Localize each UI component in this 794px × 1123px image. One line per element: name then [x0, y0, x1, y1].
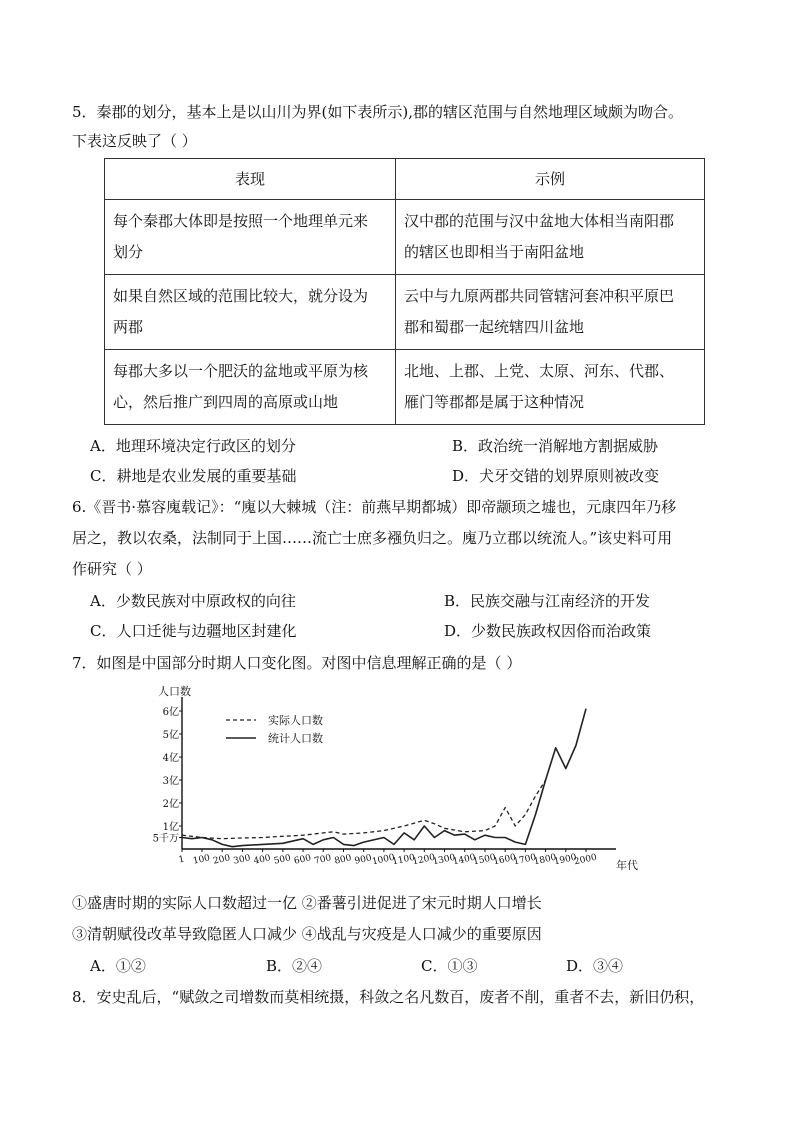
table-row: [105, 275, 705, 350]
x-tick-label: 300: [232, 853, 252, 867]
cell-text: 汉中郡的范围与汉中盆地大体相当南阳郡: [404, 212, 675, 230]
x-tick-label: 1900: [553, 852, 578, 868]
x-axis-label: 年代: [616, 859, 638, 872]
q6-option-b[interactable]: B．民族交融与江南经济的开发: [444, 592, 651, 610]
table-row: [105, 200, 705, 275]
y-tick-label: 1亿: [162, 822, 179, 833]
cell-text: 郡和蜀郡一起统辖四川盆地: [404, 318, 585, 336]
q5-table: [104, 158, 705, 425]
table-cell: [396, 275, 705, 350]
legend-label: 实际人口数: [268, 714, 323, 727]
q5-option-b[interactable]: B．政治统一消解地方割据威胁: [452, 437, 659, 455]
x-tick-label: 1100: [391, 852, 416, 868]
population-chart: [146, 683, 646, 875]
x-tick-label: 1500: [472, 852, 497, 868]
x-tick-label: 600: [293, 853, 313, 867]
q7-statements-line-2: ③清朝赋役改革导致隐匿人口减少 ④战乱与灾疫是人口减少的重要原因: [72, 925, 542, 943]
q8-stem-line-1: 8．安史乱后，“赋敛之司增数而莫相统摄，科敛之名凡数百，废者不削，重者不去，新旧仍积，: [72, 988, 705, 1006]
table-header-cell: 表现: [105, 159, 396, 200]
q6-option-d[interactable]: D．少数民族政权因俗而治政策: [444, 622, 652, 640]
x-tick-label: 1800: [532, 852, 558, 868]
y-axis-label: 人口数: [158, 685, 191, 698]
q5-option-a[interactable]: A．地理环境决定行政区的划分: [90, 437, 296, 455]
x-tick-label: 1300: [431, 852, 457, 868]
legend-label: 统计人口数: [268, 732, 323, 745]
y-tick-label: 4亿: [162, 753, 179, 764]
x-tick-label: 1000: [371, 852, 396, 868]
cell-text: 每郡大多以一个肥沃的盆地或平原为核: [113, 362, 369, 380]
q7-stem: 7．如图是中国部分时期人口变化图。对图中信息理解正确的是（ ）: [72, 654, 522, 672]
x-tick-label: 1400: [452, 852, 477, 868]
cell-text: 北地、上郡、上党、太原、河东、代郡、: [404, 362, 675, 380]
x-tick-label: 1200: [411, 852, 437, 868]
x-tick-label: 1700: [512, 852, 538, 868]
table-cell: [105, 275, 396, 350]
cell-text: 雁门等郡都是属于这种情况: [404, 393, 585, 411]
q7-option-b[interactable]: B．②④: [266, 957, 323, 975]
table-cell: [396, 350, 705, 425]
cell-text: 的辖区也即相当于南阳盆地: [404, 243, 585, 261]
q6-option-a[interactable]: A．少数民族对中原政权的向往: [90, 592, 296, 610]
series-line-statistical: [182, 709, 586, 847]
x-tick-label: 400: [252, 853, 272, 867]
q6-stem-line-1: 6.《晋书·慕容廆载记》：“廆以大棘城（注：前燕早期都城）即帝颛顼之墟也，元康四年乃移: [72, 498, 677, 516]
x-tick-label: 800: [333, 853, 353, 867]
table-cell: [396, 200, 705, 275]
y-tick-label: 5千万: [152, 833, 179, 845]
x-tick-label: 100: [192, 853, 212, 867]
q5-stem-line-2: 下表这反映了（ ）: [72, 132, 197, 150]
x-tick-label: 200: [212, 853, 232, 867]
y-tick-label: 2亿: [162, 799, 179, 810]
x-tick-label: 1600: [492, 852, 517, 868]
q7-option-d[interactable]: D．③④: [566, 957, 624, 975]
y-tick-label: 5亿: [162, 730, 179, 741]
q6-option-c[interactable]: C．人口迁徙与边疆地区封建化: [90, 622, 297, 640]
x-tick-label: 700: [313, 853, 333, 867]
q7-statements-line-1: ①盛唐时期的实际人口数超过一亿 ②番薯引进促进了宋元时期人口增长: [72, 894, 542, 912]
table-header-row: [105, 159, 705, 200]
series-line-actual: [182, 780, 546, 839]
x-tick-label: 2000: [573, 852, 598, 868]
q6-stem-line-3: 作研究（ ）: [72, 560, 152, 578]
cell-text: 每个秦郡大体即是按照一个地理单元来: [113, 212, 369, 230]
q5-option-d[interactable]: D．犬牙交错的划界原则被改变: [452, 467, 660, 485]
q7-option-a[interactable]: A．①②: [90, 957, 146, 975]
q5-option-c[interactable]: C．耕地是农业发展的重要基础: [90, 467, 297, 485]
cell-text: 两郡: [113, 318, 144, 336]
cell-text: 心，然后推广到四周的高原或山地: [113, 393, 339, 411]
table-cell: [105, 200, 396, 275]
q6-stem-line-2: 居之，教以农桑，法制同于上国……流亡士庶多襁负归之。廆乃立郡以统流人。”该史料可用: [72, 529, 673, 547]
y-tick-label: 6亿: [162, 707, 179, 718]
table-header-cell: 示例: [396, 159, 705, 200]
x-tick-label: 900: [353, 853, 373, 867]
table-row: [105, 350, 705, 425]
table-cell: [105, 350, 396, 425]
cell-text: 如果自然区域的范围比较大，就分设为: [113, 287, 369, 305]
cell-text: 云中与九原两郡共同管辖河套冲积平原巴: [404, 287, 675, 305]
cell-text: 划分: [113, 243, 144, 261]
x-tick-label: 1: [177, 854, 186, 866]
x-tick-label: 500: [272, 853, 292, 867]
q7-option-c[interactable]: C．①③: [421, 957, 478, 975]
y-tick-label: 3亿: [162, 776, 179, 787]
q5-stem-line-1: 5．秦郡的划分，基本上是以山川为界(如下表所示),郡的辖区范围与自然地理区域颇为吻合。: [72, 103, 684, 121]
